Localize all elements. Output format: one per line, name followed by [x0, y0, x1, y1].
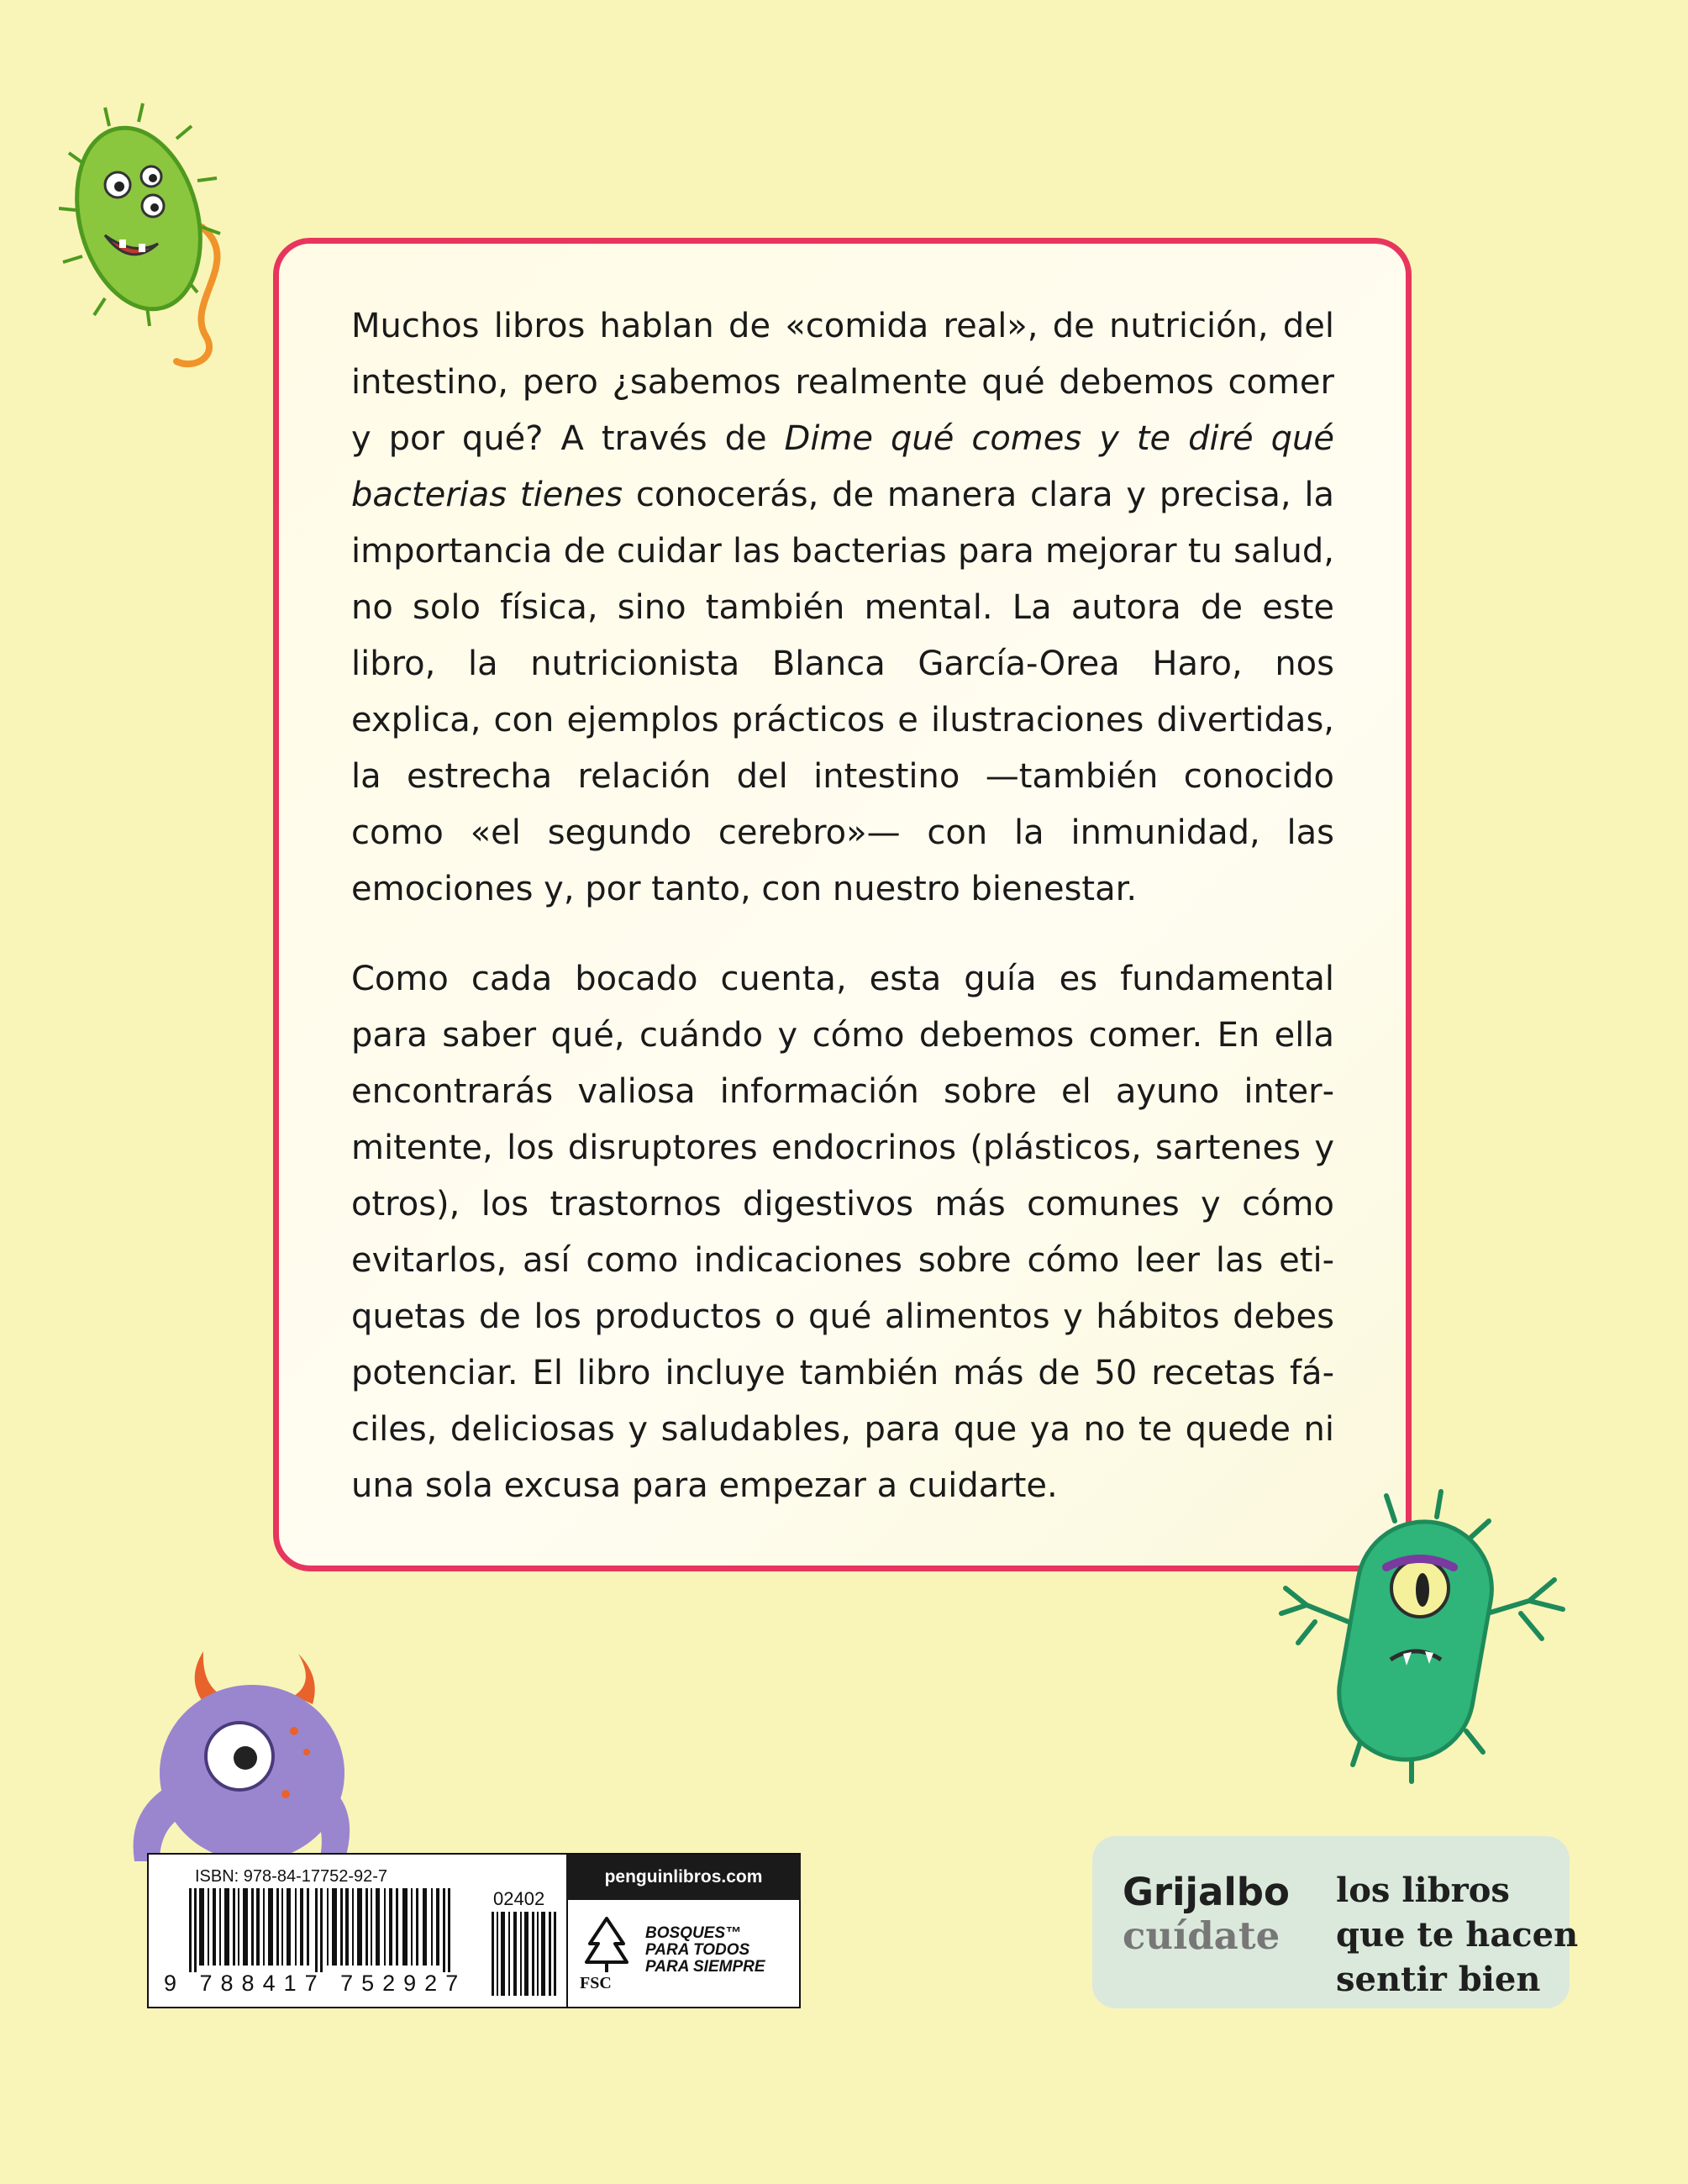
publisher-website: penguinlibros.com — [566, 1855, 801, 1900]
book-description — [351, 298, 1334, 1548]
addon-digits: 02402 — [493, 1888, 545, 1909]
purple-monster-illustration — [126, 1647, 378, 1866]
addon-barcode — [492, 1912, 559, 1996]
description-paragraph-1: Muchos libros hablan de «comida real», de nutrición, del intestino, pero ¿sabemos realmente qué debemos comer y por qué? A través de Dime qué comes y te diré qué bacterias tienes conocerás, de manera clara y precisa, la importancia de cuidar las bacterias para mejorar tu salud, no solo física, sino también mental. La autora de este libro, la nutricionista Blanca García-Orea Haro, nos explica, con ejemplos prácticos e ilustraciones divertidas, la estrecha relación del intestino —también conocido como «el segundo cerebro»— con la inmunidad, las emociones y, por tanto, con nuestro bienestar. — [351, 307, 1334, 908]
fsc-name: FSC — [580, 1974, 612, 1992]
collection-name: cuídate — [1123, 1913, 1280, 1958]
isbn-label: ISBN: 978-84-17752-92-7 — [195, 1867, 388, 1886]
green-cyclops-bacteria-illustration — [1269, 1487, 1580, 1798]
barcode-block — [147, 1853, 801, 2008]
fsc-tree-logo-icon — [583, 1915, 630, 1974]
green-bacteria-illustration-top — [59, 101, 244, 378]
publisher-brand-box — [1092, 1836, 1579, 2008]
book-title-italic: Dime qué comes y te diré qué bacterias tienes — [351, 419, 1334, 514]
ean-barcode — [189, 1888, 475, 1972]
description-paragraph-2: Como cada bocado cuenta, esta guía es fundamental para saber qué, cuándo y cómo debemos comer. En ella encontrarás valiosa información sobre el ayuno intermitente, los disruptores endocrinos (plásticos, sartenes y otros), los trastornos digestivos más comunes y cómo evitarlos, así como indicaciones sobre cómo leer las etiquetas de los productos o qué alimentos y hábitos debes potenciar. El libro incluye también más de 50 recetas fáciles, deliciosas y saludables, para que ya no te quede ni una sola excusa para empezar a cuidarte. — [351, 960, 1334, 1505]
fsc-certification — [566, 1900, 802, 2008]
ean-digits: 9 788417 752927 — [164, 1971, 467, 1996]
publisher-name: Grijalbo — [1123, 1870, 1290, 1914]
fsc-slogan: BOSQUES™ PARA TODOS PARA SIEMPRE — [645, 1924, 765, 1976]
collection-tagline: los libros que te hacen sentir bien — [1336, 1871, 1579, 1999]
